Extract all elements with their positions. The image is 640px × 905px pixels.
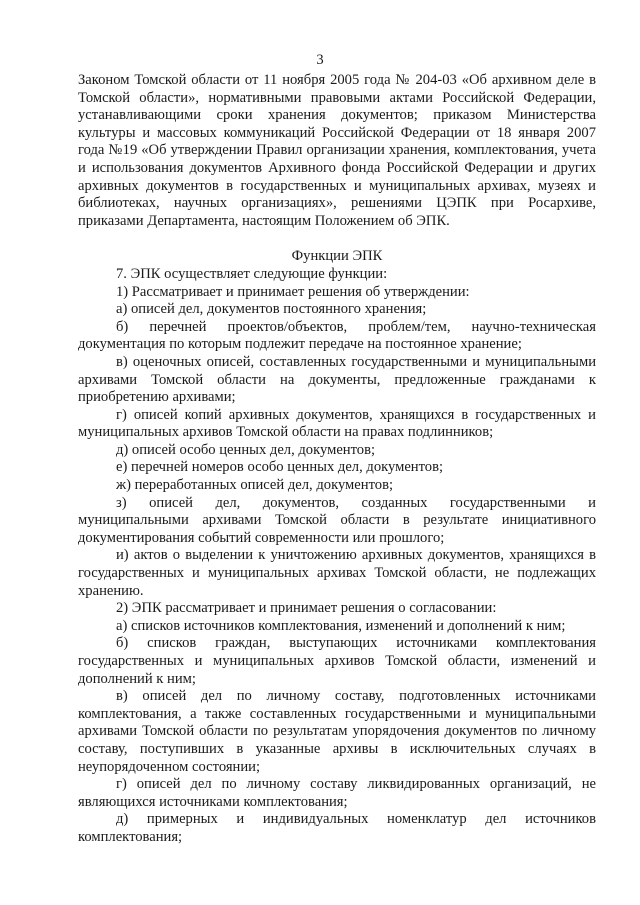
list-item: ж) переработанных описей дел, документов; xyxy=(116,477,394,494)
list-item: 2) ЭПК рассматривает и принимает решения о согласовании: xyxy=(116,600,497,617)
list-item: д) примерных и индивидуальных номенклатур дел источников комплектования; xyxy=(78,811,596,845)
list-item: д) описей особо ценных дел, документов; xyxy=(116,441,376,458)
list-item: а) описей дел, документов постоянного хранения; xyxy=(116,301,427,318)
document-body xyxy=(78,72,596,847)
list-item: в) описей дел по личному составу, подготовленных источниками комплектования, а также составленных государственными и муниципальными архивами Томской области по результатам упорядочения документов по личному составу, поступивших в указанные архивы в исключительных случаях в неупорядоченном состоянии; xyxy=(78,688,596,775)
list-item: б) перечней проектов/объектов, проблем/тем, научно-техническая документация по которым подлежит передаче на постоянное хранение; xyxy=(78,318,596,353)
section-heading: Функции ЭПК xyxy=(291,248,383,265)
list-item: е) перечней номеров особо ценных дел, документов; xyxy=(116,459,444,476)
list-item: в) оценочных описей, составленных государственными и муниципальными архивами Томской области на документы, предложенные гражданами к приобретению архивами; xyxy=(78,353,596,406)
list-item: б) списков граждан, выступающих источниками комплектования государственных и муниципальных архивов Томской области, изменений и дополнений к ним; xyxy=(78,635,596,687)
list-item: и) актов о выделении к уничтожению архивных документов, хранящихся в государственных и муниципальных архивах Томской области, не подлежащих хранению. xyxy=(78,547,596,599)
list-item: 1) Рассматривает и принимает решения об утверждении: xyxy=(116,283,470,300)
list-item: г) описей дел по личному составу ликвидированных организаций, не являющихся источниками комплектования; xyxy=(78,776,596,810)
list-item: г) описей копий архивных документов, хранящихся в государственных и муниципальных архивов Томской области на правах подлинников; xyxy=(78,406,596,441)
list-item: а) списков источников комплектования, изменений и дополнений к ним; xyxy=(116,617,566,634)
intro-paragraph: Законом Томской области от 11 ноября 2005 года № 204-03 «Об архивном деле в Томской области», нормативными правовыми актами Российской Федерации, устанавливающими сроки хранения документов; приказом Министерства культуры и массовых коммуникаций Российской Федерации от 18 января 2007 года №19 «Об утверждении Правил организации хранения, комплектования, учета и использования документов Архивного фонда Российской Федерации и других архивных документов в государственных и муниципальных архивах, музеях и библиотеках, научных организациях», решениями ЦЭПК при Росархиве, приказами Департамента, настоящим Положением об ЭПК. xyxy=(78,72,596,229)
list-item: з) описей дел, документов, созданных государственными и муниципальными архивами Томской области в результате инициативного документирования событий современности или прошлого; xyxy=(78,494,596,546)
list-item: 7. ЭПК осуществляет следующие функции: xyxy=(116,265,388,282)
page-number: 3 xyxy=(316,52,324,68)
